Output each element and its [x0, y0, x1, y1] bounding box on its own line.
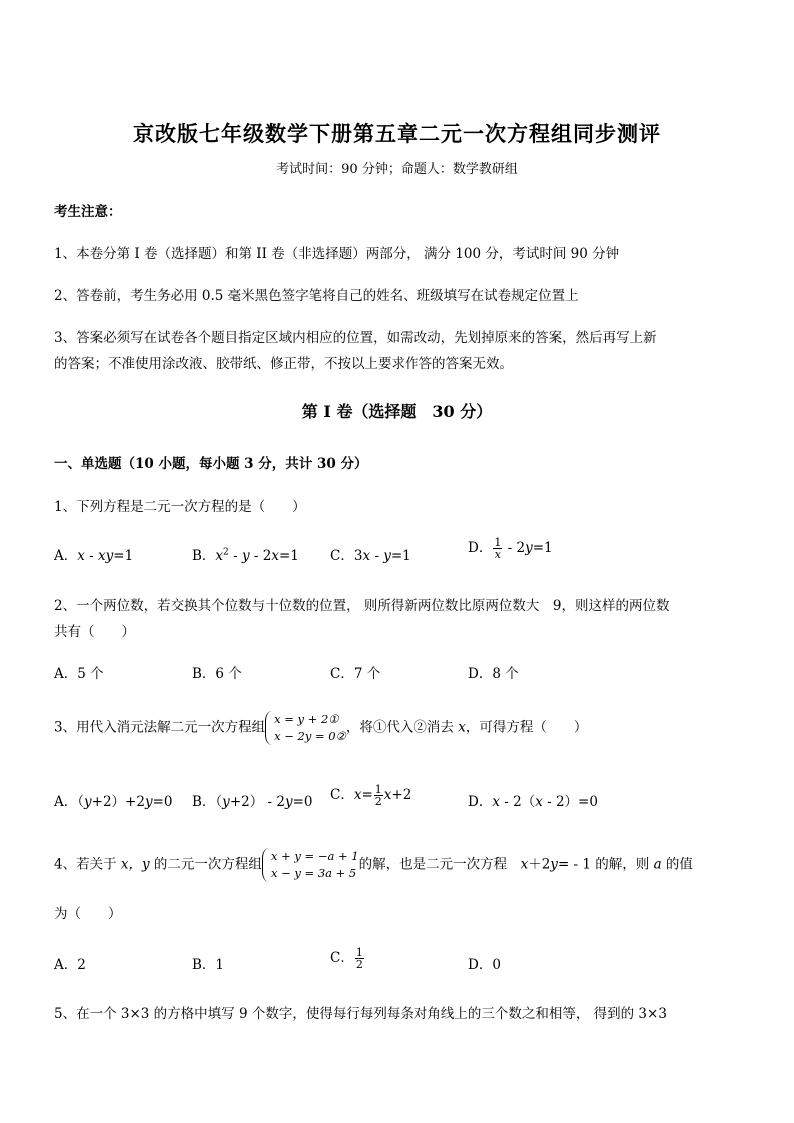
- part-heading: 一、单选题（10 小题，每小题 3 分，共计 30 分）: [54, 456, 368, 472]
- q3-option-a[interactable]: A．（y+2）+2y=0: [54, 794, 173, 810]
- q3-option-b[interactable]: B．（y+2） - 2y=0: [192, 794, 313, 810]
- q4-option-c[interactable]: C． $\frac{1}{2}$: [330, 946, 363, 971]
- page-title: 京改版七年级数学下册第五章二元一次方程组同步测评: [133, 121, 661, 146]
- equation-system: x = y + 2① x − 2y = 0②: [265, 711, 346, 745]
- question-2-stem-cont: 共有（ ）: [54, 624, 135, 640]
- q2-option-b[interactable]: B．6 个: [192, 666, 242, 682]
- q2-option-d[interactable]: D．8 个: [468, 666, 519, 682]
- equation-system: x + y = −a + 1 x − y = 3a + 5: [262, 848, 359, 882]
- notice-item-3-cont: 的答案；不准使用涂改液、胶带纸、修正带，不按以上要求作答的答案无效。: [54, 356, 513, 372]
- q2-option-a[interactable]: A．5 个: [54, 666, 104, 682]
- question-5-stem: 5、在一个 3×3 的方格中填写 9 个数字，使得每行每列每条对角线上的三个数之和相等， 得到的 3×3: [54, 1006, 667, 1022]
- notice-item-2: 2、答卷前，考生务必用 0.5 毫米黑色签字笔将自己的姓名、班级填写在试卷规定位置上: [54, 288, 579, 304]
- page-subtitle: 考试时间：90 分钟；命题人：数学教研组: [276, 162, 518, 177]
- question-1-stem: 1、下列方程是二元一次方程的是（ ）: [54, 499, 306, 515]
- q1-option-c[interactable]: C．3x - y=1: [330, 548, 411, 564]
- q4-option-b[interactable]: B．1: [192, 957, 225, 973]
- q3-option-d[interactable]: D．x - 2（x - 2）=0: [468, 794, 598, 810]
- notice-item-1: 1、本卷分第 I 卷（选择题）和第 II 卷（非选择题）两部分， 满分 100 分，考试时间 90 分钟: [54, 246, 620, 262]
- q2-option-c[interactable]: C．7 个: [330, 666, 381, 682]
- question-4-stem-cont: 为（ ）: [54, 906, 122, 922]
- q1-option-b[interactable]: B．$x^2 - y - 2x=1$: [192, 547, 299, 564]
- q4-option-a[interactable]: A．2: [54, 957, 86, 973]
- notice-heading: 考生注意：: [54, 204, 122, 220]
- q3-option-c[interactable]: C．x= $\frac{1}{2}$ x+2: [330, 783, 412, 808]
- section-title: 第 I 卷（选择题 30 分）: [301, 402, 493, 421]
- question-4-stem: 4、若关于 x，y 的二元一次方程组 x + y = −a + 1 x − y = 3a + 5 的解，也是二元一次方程 x＋2y= - 1 的解，则 a 的值: [54, 849, 693, 880]
- q1-option-a[interactable]: A．x - xy=1: [54, 548, 134, 564]
- question-3-stem: 3、用代入消元法解二元一次方程组 x = y + 2① x − 2y = 0② ，将①代入②消去 x，可得方程（ ）: [54, 712, 588, 743]
- question-2-stem: 2、一个两位数，若交换其个位数与十位数的位置， 则所得新两位数比原两位数大 9，则这样的两位数: [54, 598, 670, 614]
- q1-option-d[interactable]: D． $\frac{1}{x}$ - 2y=1: [468, 536, 553, 561]
- notice-item-3: 3、答案必须写在试卷各个题目指定区域内相应的位置，如需改动，先划掉原来的答案，然后再写上新: [54, 330, 657, 346]
- q4-option-d[interactable]: D．0: [468, 957, 501, 973]
